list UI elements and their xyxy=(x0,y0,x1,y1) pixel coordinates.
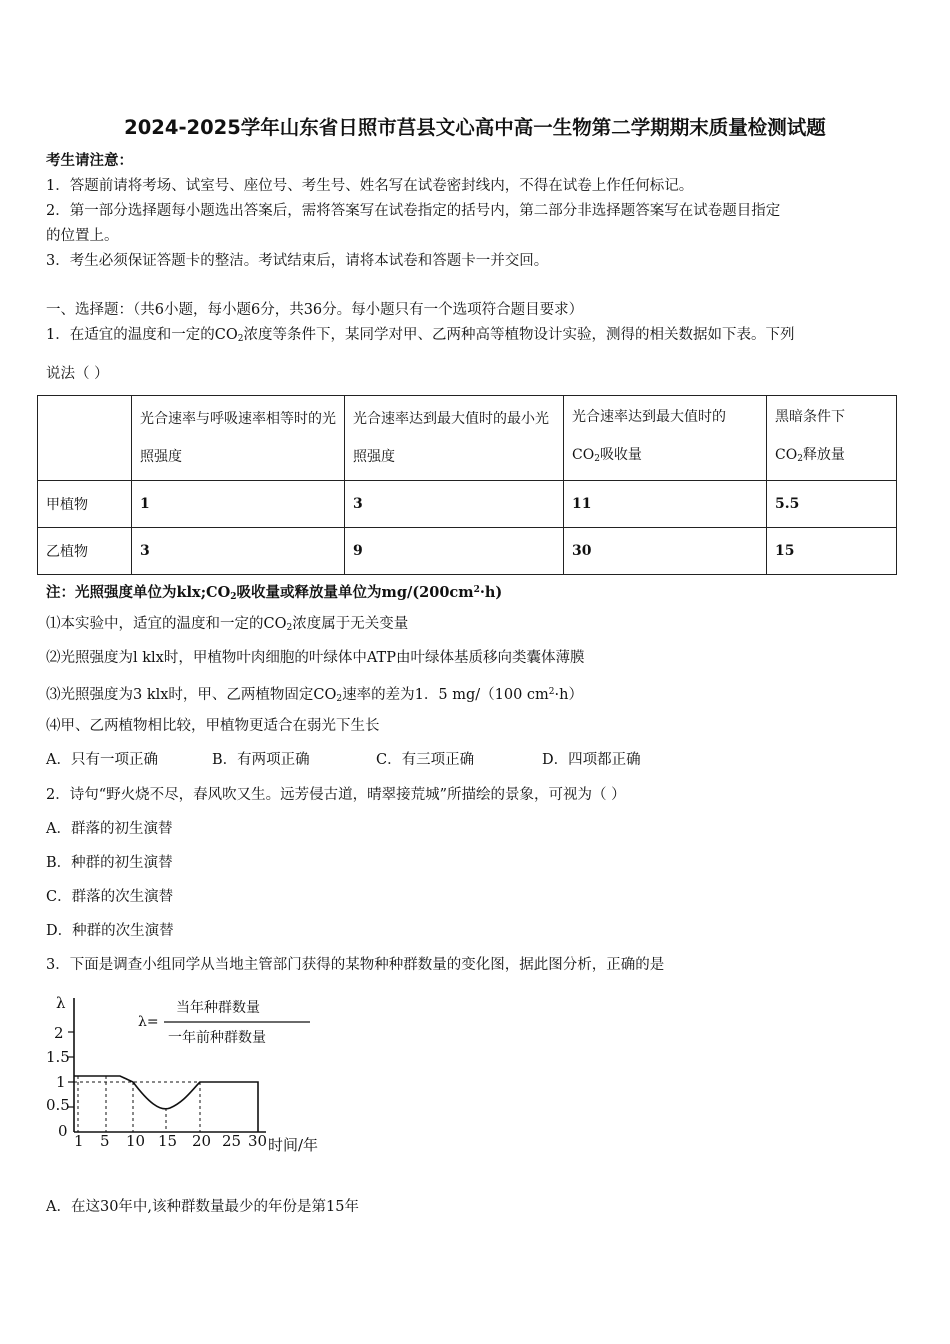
table-header-cell: 黑暗条件下 $CO_2$释放量 xyxy=(767,396,897,481)
x-tick-label: 20 xyxy=(192,1132,212,1150)
formula-denominator: 一年前种群数量 xyxy=(168,1030,266,1046)
q1-statement: ⑷甲、乙两植物相比较，甲植物更适合在弱光下生长 xyxy=(46,718,380,734)
table-cell: 9 xyxy=(345,528,564,575)
notice-item: 的位置上。 xyxy=(46,228,119,244)
x-tick-label: 5 xyxy=(100,1132,110,1150)
table-cell: 3 xyxy=(132,528,345,575)
table-row xyxy=(38,528,897,575)
notice-item: 3．考生必须保证答题卡的整洁。考试结束后，请将本试卷和答题卡一并交回。 xyxy=(46,253,549,269)
x-tick-label: 15 xyxy=(158,1132,178,1150)
notice-item: 1．答题前请将考场、试室号、座位号、考生号、姓名写在试卷密封线内，不得在试卷上作任何标记。 xyxy=(46,178,694,194)
q1-option-d: D．四项都正确 xyxy=(542,752,641,768)
q2-option-b: B．种群的初生演替 xyxy=(46,855,173,871)
table-row xyxy=(38,481,897,528)
q1-statement: ⑶光照强度为3 klx时，甲、乙两植物固定$CO_2$速率的差为1．5 mg/（100 $cm^2\cdot h$） xyxy=(46,687,583,704)
notice-heading: 考生请注意： xyxy=(46,152,133,169)
exam-title: 2024-2025学年山东省日照市莒县文心高中高一生物第二学期期末质量检测试题 xyxy=(124,116,826,139)
formula-numerator: 当年种群数量 xyxy=(176,1000,260,1016)
table-row-label: 甲植物 xyxy=(38,481,132,528)
table-cell: 15 xyxy=(767,528,897,575)
formula-lhs: λ= xyxy=(138,1014,159,1030)
section-heading: 一、选择题：（共6小题，每小题6分，共36分。每小题只有一个选项符合题目要求） xyxy=(46,302,584,318)
y-tick-label: 2 xyxy=(54,1024,64,1042)
x-axis-label: 时间/年 xyxy=(268,1136,319,1154)
q1-stem: 1．在适宜的温度和一定的$CO_2$浓度等条件下，某同学对甲、乙两种高等植物设计实验，测得的相关数据如下表。下列 xyxy=(46,327,795,344)
q1-data-table xyxy=(37,395,897,575)
table-cell: 11 xyxy=(564,481,767,528)
y-tick-label: 1 xyxy=(56,1073,66,1091)
q2-option-a: A．群落的初生演替 xyxy=(46,821,173,837)
y-tick-label: 0 xyxy=(58,1122,68,1140)
y-tick-label: 0.5 xyxy=(46,1096,70,1114)
table-header-cell: 光合速率达到最大值时的最小光照强度 xyxy=(345,396,564,481)
q1-statement: ⑵光照强度为l klx时，甲植物叶肉细胞的叶绿体中ATP由叶绿体基质移向类囊体薄膜 xyxy=(46,650,585,666)
q1-statement: ⑴本实验中，适宜的温度和一定的$CO_2$浓度属于无关变量 xyxy=(46,616,409,633)
table-header-cell: 光合速率与呼吸速率相等时的光照强度 xyxy=(132,396,345,481)
q2-option-d: D．种群的次生演替 xyxy=(46,923,174,939)
x-tick-label: 1 xyxy=(74,1132,84,1150)
notice-item: 2．第一部分选择题每小题选出答案后，需将答案写在试卷指定的括号内，第二部分非选择题答案写在试卷题目指定 xyxy=(46,203,781,219)
table-row-label: 乙植物 xyxy=(38,528,132,575)
q1-option-a: A．只有一项正确 xyxy=(46,752,158,768)
q3-stem: 3．下面是调查小组同学从当地主管部门获得的某物种种群数量的变化图，据此图分析，正确的是 xyxy=(46,957,665,973)
y-axis-label: λ xyxy=(56,994,66,1012)
x-tick-label: 30 xyxy=(248,1132,268,1150)
table-cell: 30 xyxy=(564,528,767,575)
q3-option-a: A．在这30年中,该种群数量最少的年份是第15年 xyxy=(46,1199,359,1215)
table-corner-cell xyxy=(38,396,132,481)
q1-option-b: B．有两项正确 xyxy=(212,752,310,768)
table-header-cell: 光合速率达到最大值时的 $CO_2$吸收量 xyxy=(564,396,767,481)
q1-stem-line2: 说法（ ） xyxy=(46,366,109,382)
y-tick-label: 1.5 xyxy=(46,1048,70,1066)
q1-table-note: 注：光照强度单位为$klx;CO_2$吸收量或释放量单位为$mg/(200cm^2\cdot h)$ xyxy=(46,584,503,602)
q2-option-c: C．群落的次生演替 xyxy=(46,889,174,905)
table-cell: 5.5 xyxy=(767,481,897,528)
q1-option-c: C．有三项正确 xyxy=(376,752,475,768)
x-tick-label: 25 xyxy=(222,1132,242,1150)
lambda-curve xyxy=(74,1076,258,1132)
table-cell: 3 xyxy=(345,481,564,528)
q3-lambda-graph xyxy=(44,990,334,1162)
q2-stem: 2．诗句“野火烧不尽，春风吹又生。远芳侵古道，晴翠接荒城”所描绘的景象，可视为（ ） xyxy=(46,787,626,803)
table-header-row xyxy=(38,396,897,481)
x-tick-label: 10 xyxy=(126,1132,146,1150)
table-cell: 1 xyxy=(132,481,345,528)
